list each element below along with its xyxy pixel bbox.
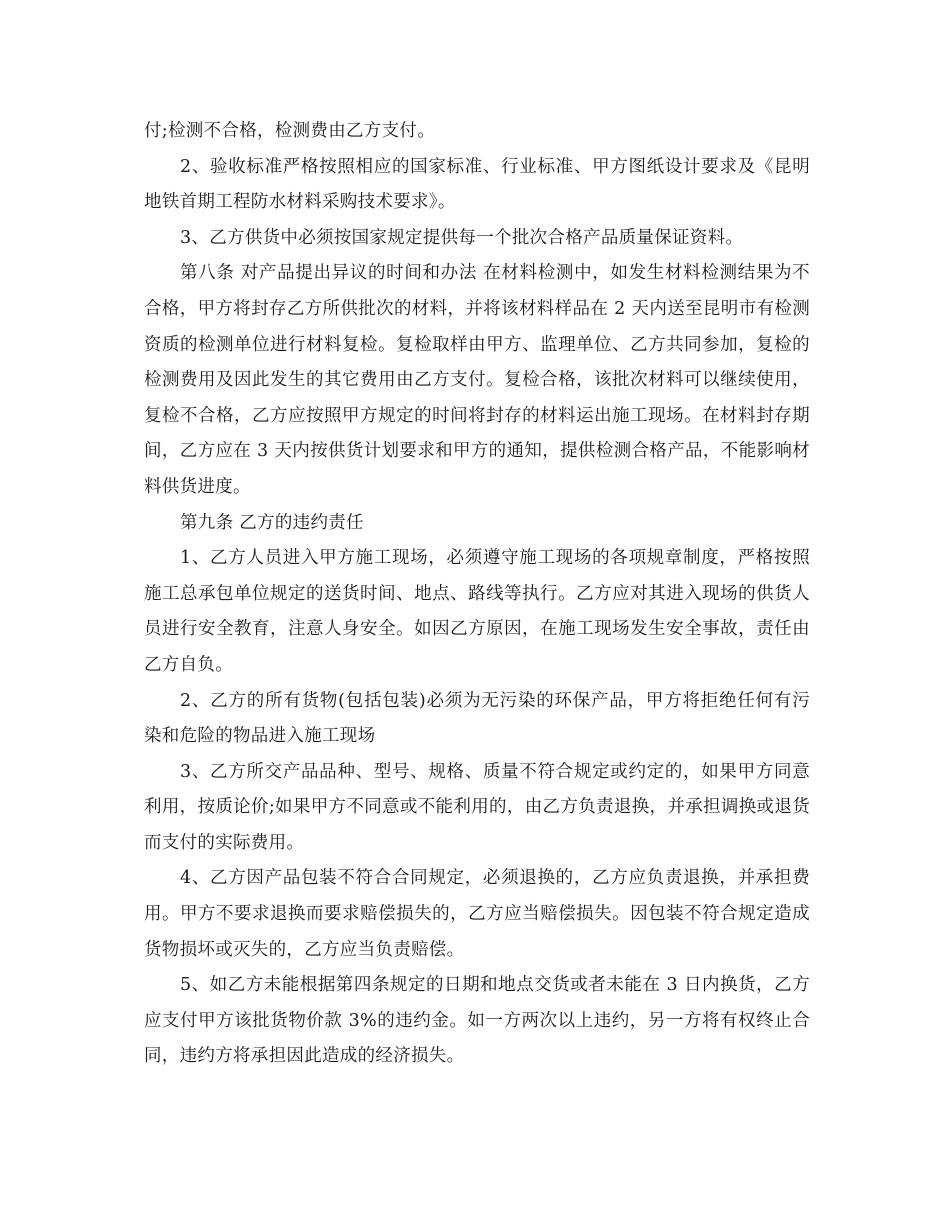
- paragraph: 5、如乙方未能根据第四条规定的日期和地点交货或者未能在 3 日内换货，乙方应支付甲方该批货物价款 3%的违约金。如一方两次以上违约，另一方将有权终止合同，违约方将承担因此造成的经济损失。: [144, 975, 810, 1067]
- paragraph: 3、乙方供货中必须按国家规定提供每一个批次合格产品质量保证资料。: [180, 227, 744, 248]
- paragraph: 付;检测不合格，检测费由乙方支付。: [144, 121, 435, 141]
- paragraph: 2、验收标准严格按照相应的国家标准、行业标准、甲方图纸设计要求及《昆明地铁首期工程防水材料采购技术要求》。: [144, 156, 810, 213]
- paragraph: 2、乙方的所有货物(包括包装)必须为无污染的环保产品，甲方将拒绝任何有污染和危险的物品进入施工现场: [144, 690, 810, 747]
- paragraph: 第八条 对产品提出异议的时间和办法 在材料检测中，如发生材料检测结果为不合格，甲方将封存乙方所供批次的材料，并将该材料样品在 2 天内送至昆明市有检测资质的检测单位进行材料复检。复检取样由甲方、监理单位、乙方共同参加，复检的检测费用及因此发生的其它费用由乙方支付。复检合格，该批次材料可以继续使用，复检不合格，乙方应按照甲方规定的时间将封存的材料运出施工现场。在材料封存期间，乙方应在 3 天内按供货计划要求和甲方的通知，提供检测合格产品，不能影响材料供货进度。: [144, 263, 810, 497]
- document-body: [144, 114, 810, 1075]
- paragraph: 4、乙方因产品包装不符合合同规定，必须退换的，乙方应负责退换，并承担费用。甲方不要求退换而要求赔偿损失的，乙方应当赔偿损失。因包装不符合规定造成货物损坏或灭失的，乙方应当负责赔偿。: [144, 868, 810, 960]
- paragraph: 1、乙方人员进入甲方施工现场，必须遵守施工现场的各项规章制度，严格按照施工总承包单位规定的送货时间、地点、路线等执行。乙方应对其进入现场的供货人员进行安全教育，注意人身安全。如因乙方原因，在施工现场发生安全事故，责任由乙方自负。: [144, 548, 810, 675]
- paragraph: 3、乙方所交产品品种、型号、规格、质量不符合规定或约定的，如果甲方同意利用，按质论价;如果甲方不同意或不能利用的，由乙方负责退换，并承担调换或退货而支付的实际费用。: [144, 761, 810, 853]
- section-heading: 第九条 乙方的违约责任: [180, 512, 364, 533]
